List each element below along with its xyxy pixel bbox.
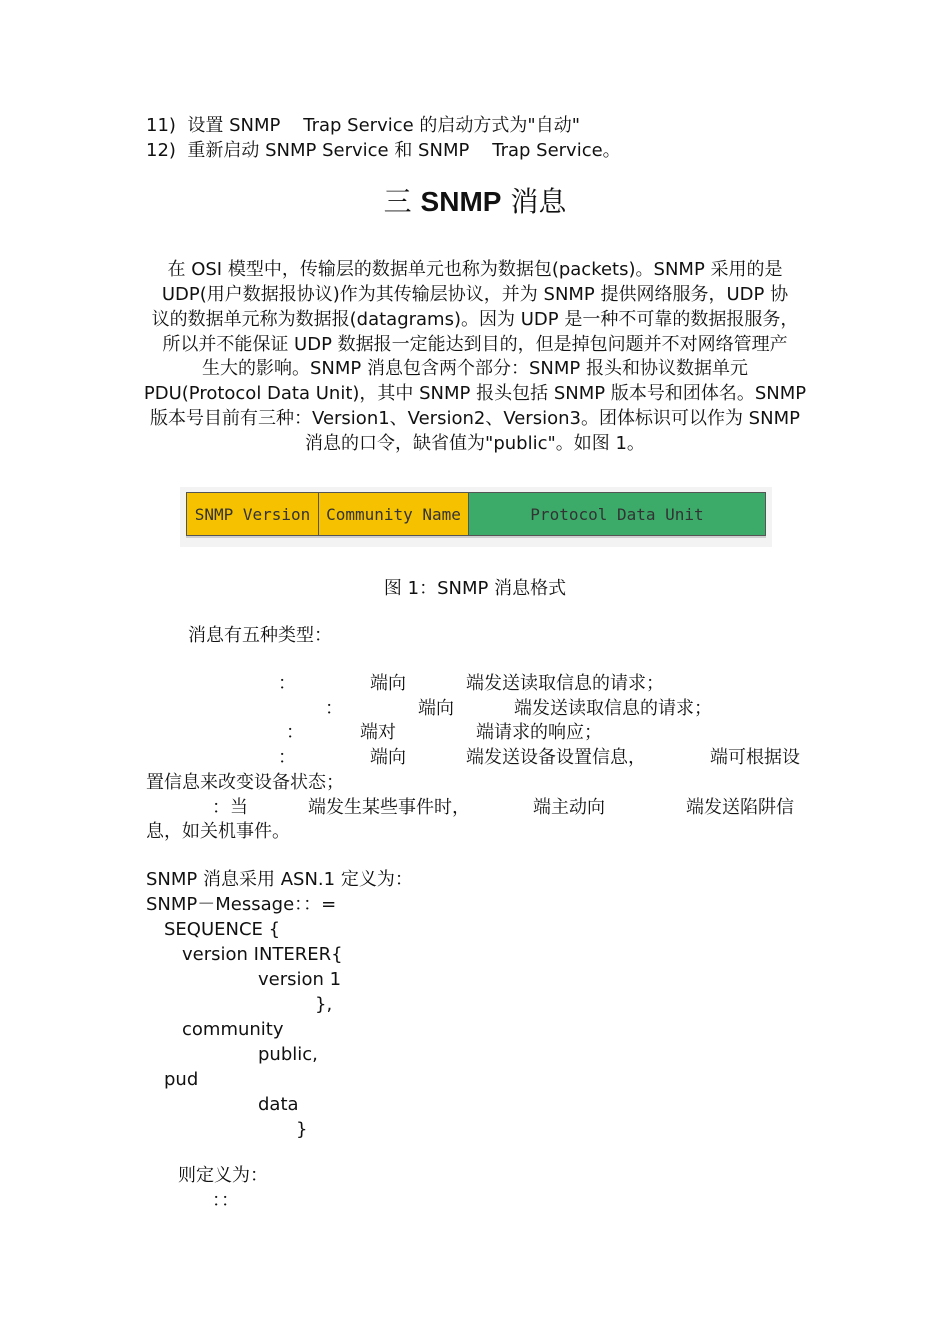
section-heading [0,183,950,221]
code-line: SNMP－Message：：= [146,894,337,915]
type-fragment: ： [278,747,296,768]
asn-intro: SNMP 消息采用 ASN.1 定义为： [146,869,413,890]
figure-caption: 图 1：SNMP 消息格式 [383,578,567,599]
intro-line: 在 OSI 模型中，传输层的数据单元也称为数据包(packets)。SNMP 采用的是 [167,259,783,280]
intro-line: UDP(用户数据报协议)作为其传输层协议，并为 SNMP 提供网络服务，UDP 协 [161,284,789,305]
code-line: community [182,1019,284,1040]
field-community-name: Community Name [319,493,469,535]
intro-line: 所以并不能保证 UDP 数据报一定能达到目的，但是掉包问题并不对网络管理产 [162,334,788,355]
type-fragment: 端对 [360,722,396,743]
code-line: SEQUENCE { [164,919,281,940]
type-fragment: 端发送陷阱信 [686,797,794,818]
code-line: public, [258,1044,318,1065]
field-protocol-data-unit: Protocol Data Unit [469,493,765,535]
type-fragment: ： [286,722,304,743]
pdu-bar [186,492,766,536]
step-11: 11) 设置 SNMP Trap Service 的启动方式为"自动" [146,115,580,136]
type-fragment: 端发送读取信息的请求； [514,698,712,719]
tail-definition: 则定义为： [178,1165,268,1186]
type-fragment: 端向 [370,747,406,768]
tail-colons: ：： [212,1190,239,1211]
snmp-message-format-figure [180,487,772,547]
type-fragment: 端发生某些事件时， [308,797,470,818]
intro-line: 生大的影响。SNMP 消息包含两个部分：SNMP 报头和协议数据单元 [202,358,748,379]
type-fragment: 端主动向 [533,797,605,818]
code-line: pud [164,1069,199,1090]
type-fragment: ：当 [212,797,248,818]
type-fragment: 端发送读取信息的请求； [466,673,664,694]
field-snmp-version: SNMP Version [187,493,319,535]
intro-line: PDU(Protocol Data Unit)，其中 SNMP 报头包括 SNMP 版本号和团体名。SNMP [143,383,807,404]
intro-line: 消息的口令，缺省值为"public"。如图 1。 [305,433,645,454]
code-line: } [296,1119,308,1140]
type-fragment: ： [278,673,296,694]
type-fragment: 端可根据设 [710,747,800,768]
type-fragment: 端向 [370,673,406,694]
code-line: version INTERER{ [182,944,343,965]
figure-shadow [186,536,766,538]
section-title-rest: 消息 [510,185,567,218]
type-fragment: 端向 [418,698,454,719]
code-line: version 1 [258,969,342,990]
code-line: }, [315,994,333,1015]
types-intro: 消息有五种类型： [188,625,332,646]
intro-line: 议的数据单元称为数据报(datagrams)。因为 UDP 是一种不可靠的数据报服务， [151,309,799,330]
step-12: 12) 重新启动 SNMP Service 和 SNMP Trap Service。 [146,140,621,161]
code-line: data [258,1094,299,1115]
type-fragment: 端发送设备设置信息， [466,747,646,768]
section-number: 三 [383,185,412,218]
type-line-4-cont: 置信息来改变设备状态； [146,772,344,793]
section-bold-title: SNMP [420,186,502,217]
type-line-5-cont: 息，如关机事件。 [146,821,290,842]
type-fragment: 端请求的响应； [476,722,602,743]
intro-line: 版本号目前有三种：Version1、Version2、Version3。团体标识可以作为 SNMP [150,408,800,429]
type-fragment: ： [325,698,343,719]
